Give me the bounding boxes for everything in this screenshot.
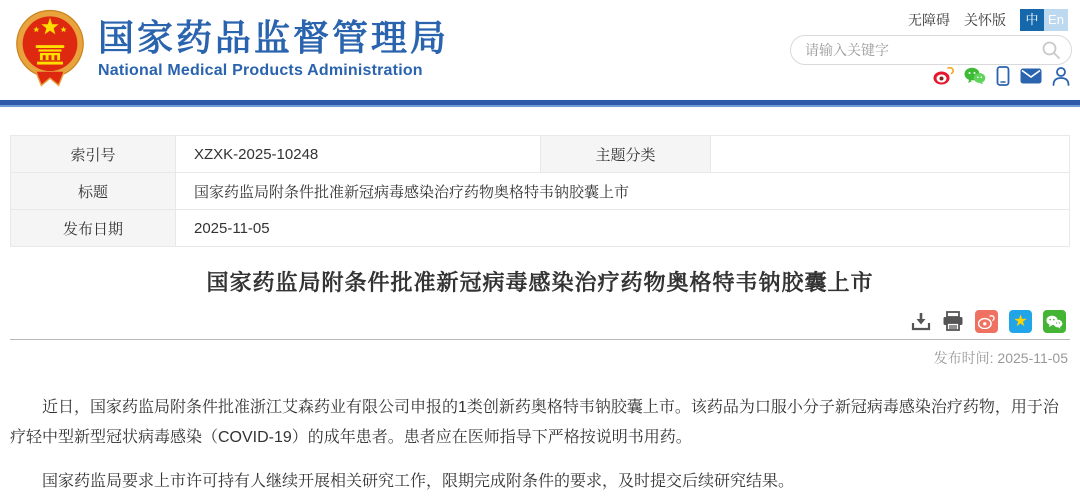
site-title-en: National Medical Products Administration <box>98 61 423 79</box>
publish-date-label: 发布日期 <box>11 210 176 247</box>
topic-category-value <box>711 136 1070 173</box>
article-body <box>10 393 1070 497</box>
top-utility-links <box>908 9 1068 31</box>
user-icon[interactable] <box>1052 66 1070 86</box>
article-paragraph: 国家药监局要求上市许可持有人继续开展相关研究工作，限期完成附条件的要求，及时提交后续研究结果。 <box>42 473 795 490</box>
index-number-label: 索引号 <box>11 136 176 173</box>
site-title-zh: 国家药品监督管理局 <box>98 17 450 59</box>
table-row <box>11 136 1070 173</box>
lang-zh-button[interactable]: 中 <box>1020 9 1044 31</box>
title-label: 标题 <box>11 173 176 210</box>
publish-time-value: 2025-11-05 <box>997 350 1068 366</box>
title-divider <box>10 339 1070 340</box>
title-value: 国家药监局附条件批准新冠病毒感染治疗药物奥格特韦钠胶囊上市 <box>176 173 1070 210</box>
accessibility-link[interactable]: 无障碍 <box>908 12 950 28</box>
share-wechat-icon[interactable] <box>1043 310 1066 333</box>
wechat-icon[interactable] <box>964 67 986 85</box>
search-box[interactable] <box>790 35 1072 65</box>
publish-date-value: 2025-11-05 <box>176 210 1070 247</box>
download-icon[interactable] <box>911 311 931 332</box>
site-logo[interactable] <box>14 7 449 89</box>
article-page <box>0 135 1080 497</box>
document-info-table <box>10 135 1070 247</box>
header-social-icons <box>933 66 1070 86</box>
publish-time <box>10 348 1070 368</box>
share-qzone-icon[interactable]: ★ <box>1009 310 1032 333</box>
share-weibo-icon[interactable] <box>975 310 998 333</box>
print-icon[interactable] <box>942 311 964 332</box>
care-version-link[interactable]: 关怀版 <box>964 12 1006 28</box>
brand-text <box>98 16 449 79</box>
search-icon[interactable] <box>1041 40 1061 60</box>
article-paragraph: 近日，国家药监局附条件批准浙江艾森药业有限公司申报的1类创新药奥格特韦钠胶囊上市。该药品为口服小分子新冠病毒感染治疗药物，用于治疗轻中型新型冠状病毒感染（COVID-19）的成年患者。患者应在医师指导下严格按说明书用药。 <box>10 399 1059 446</box>
national-emblem-icon <box>14 7 86 89</box>
email-icon[interactable] <box>1020 68 1042 84</box>
search-input[interactable] <box>805 42 1041 58</box>
article-action-bar <box>10 310 1070 333</box>
page-title: 国家药监局附条件批准新冠病毒感染治疗药物奥格特韦钠胶囊上市 <box>206 270 874 295</box>
weibo-icon[interactable] <box>933 67 954 85</box>
index-number-value: XZXK-2025-10248 <box>176 136 541 173</box>
header-divider-bar <box>0 100 1080 107</box>
table-row <box>11 173 1070 210</box>
table-row <box>11 210 1070 247</box>
lang-en-button[interactable]: En <box>1044 9 1068 31</box>
topic-category-label: 主题分类 <box>541 136 711 173</box>
site-header <box>0 0 1080 100</box>
mobile-icon[interactable] <box>996 66 1010 86</box>
publish-time-label: 发布时间: <box>933 350 994 366</box>
